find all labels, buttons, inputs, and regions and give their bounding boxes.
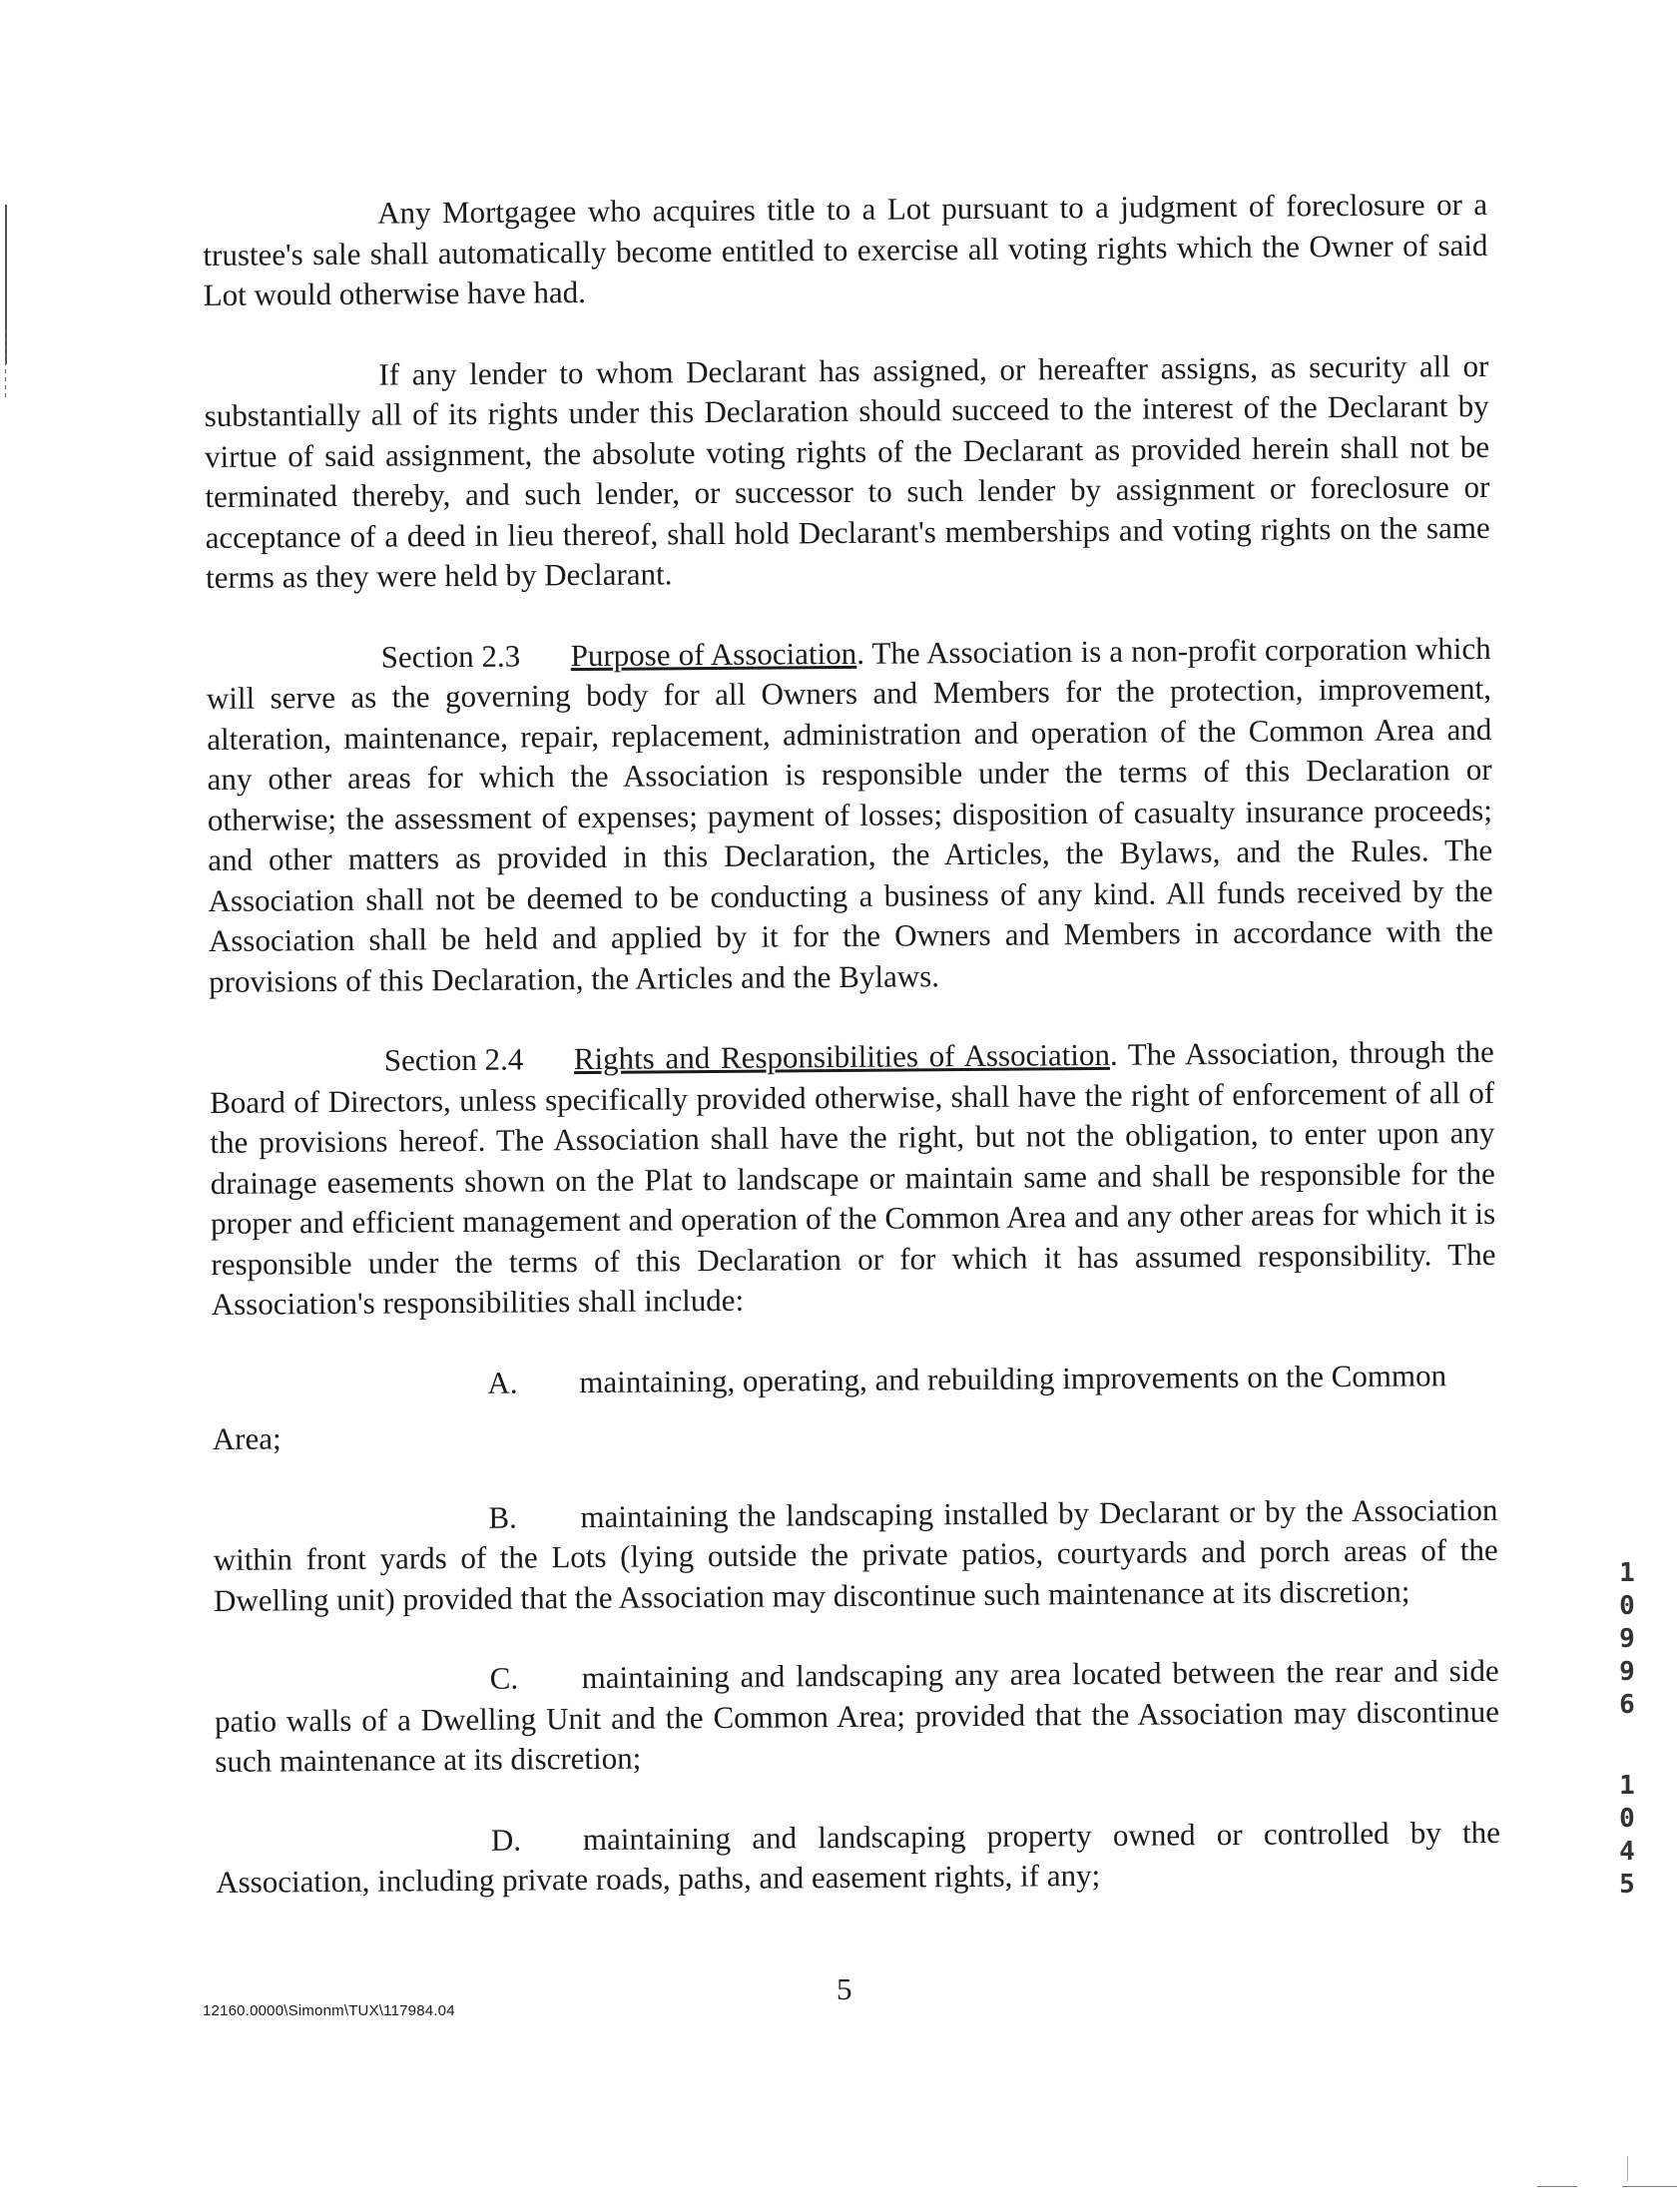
list-item-c-letter: C. [489,1660,519,1696]
stamp-digit: 1 [1619,1558,1635,1588]
stamp-digit: 0 [1619,1591,1635,1621]
stamp-digit: 1 [1619,1771,1635,1801]
stamp-digit: 5 [1619,1870,1635,1900]
stamp-gap [1607,1722,1647,1770]
list-item-d [216,1812,1501,1903]
paragraph-mortgagee: Any Mortgagee who acquires title to a Lot pursuant to a judgment of foreclosure or a trustee's sale shall automatically become entitled to exercise all voting rights which the Owner of said Lot would otherwise have had. [203,186,1488,312]
section-2-3-number: Section 2.3 [380,638,521,675]
stamp-digit: 4 [1619,1837,1635,1867]
section-2-3 [206,628,1493,1002]
paragraph-lender: If any lender to whom Declarant has assigned, or hereafter assigns, as security all or substantially all of its rights under this Declaration should succeed to the interest of the Declarant by virtue of said assignment, the absolute voting rights of the Declarant as provided herein shall not be terminated thereby, and such lender, or successor to such lender by assignment or foreclosure or acceptance of a deed in lieu thereof, shall hold Declarant's memberships and voting rights on the same terms as they were held by Declarant. [204,347,1490,595]
scan-corner-mark [1537,2186,1577,2187]
list-item-c-text: maintaining and landscaping any area located between the rear and side patio walls of a Dwelling Unit and the Common Area; provided that the Association may discontinue such maintenance at its discretion; [214,1652,1500,1779]
scan-corner-mark [1627,2156,1628,2181]
list-item-a-line [212,1355,1496,1405]
footer-document-code: 12160.0000\Simonm\TUX\117984.04 [203,2002,455,2019]
document-body [203,185,1501,1943]
stamp-digit: 9 [1619,1624,1635,1654]
list-item-b-text: maintaining the landscaping installed by Declarant or by the Association within front yards of the Lots (lying outside the private patios, courtyards and porch areas of the Dwelling unit) provided that the Association may discontinue such maintenance at its discretion; [213,1491,1498,1618]
list-item-a-letter: A. [487,1365,518,1400]
page-number: 5 [837,1971,852,2006]
section-2-4-body: . The Association, through the Board of Directors, unless specifically provided otherwise, shall have the right of enforcement of all of the provisions hereof. The Association shall have the right, but not the obligation, to enter upon any drainage easements shown on the Plat to landscape or maintain same and shall be responsible for the proper and efficient management and operation of the Common Area and any other areas for which it is responsible under the terms of this Declaration or for which it has assumed responsibility. The Association's responsibilities shall include: [210,1033,1496,1322]
list-item-a [212,1355,1497,1459]
list-item-d-text: maintaining and landscaping property owned or controlled by the Association, including private roads, paths, and easement rights, if any; [216,1814,1501,1900]
scan-corner-mark [1622,2186,1677,2187]
list-item-a-tail: Area; [212,1420,281,1456]
section-2-4-title: Rights and Responsibilities of Association [573,1036,1111,1077]
list-item-d-letter: D. [490,1822,522,1858]
list-item-c [215,1651,1500,1783]
section-2-3-title: Purpose of Association [570,635,857,673]
stamp-digit: 6 [1619,1690,1635,1720]
section-2-3-body: . The Association is a non-profit corporation which will serve as the governing body for all Owners and Members for the protection, improvement, alteration, maintenance, repair, replacement, administration and operation of the Common Area and any other areas for which the Association is responsible under the terms of this Declaration or otherwise; the assessment of expenses; payment of losses; disposition of casualty insurance proceeds; and other matters as provided in this Declaration, the Articles, the Bylaws, and the Rules. The Association shall not be deemed to be conducting a business of any kind. All funds received by the Association shall be held and applied by it for the Owners and Members in accordance with the provisions of this Declaration, the Articles and the Bylaws. [206,630,1493,999]
stamp-digit: 9 [1619,1657,1635,1687]
list-item-a-text: maintaining, operating, and rebuilding improvements on the Common [579,1357,1447,1399]
stamp-digit: 0 [1619,1804,1635,1834]
section-2-4 [210,1032,1496,1326]
list-item-b-letter: B. [488,1499,517,1535]
section-2-4-number: Section 2.4 [383,1041,524,1078]
recording-stamp [1607,1557,1647,1902]
list-item-b [213,1489,1498,1621]
margin-scan-line-dashed [5,329,6,399]
